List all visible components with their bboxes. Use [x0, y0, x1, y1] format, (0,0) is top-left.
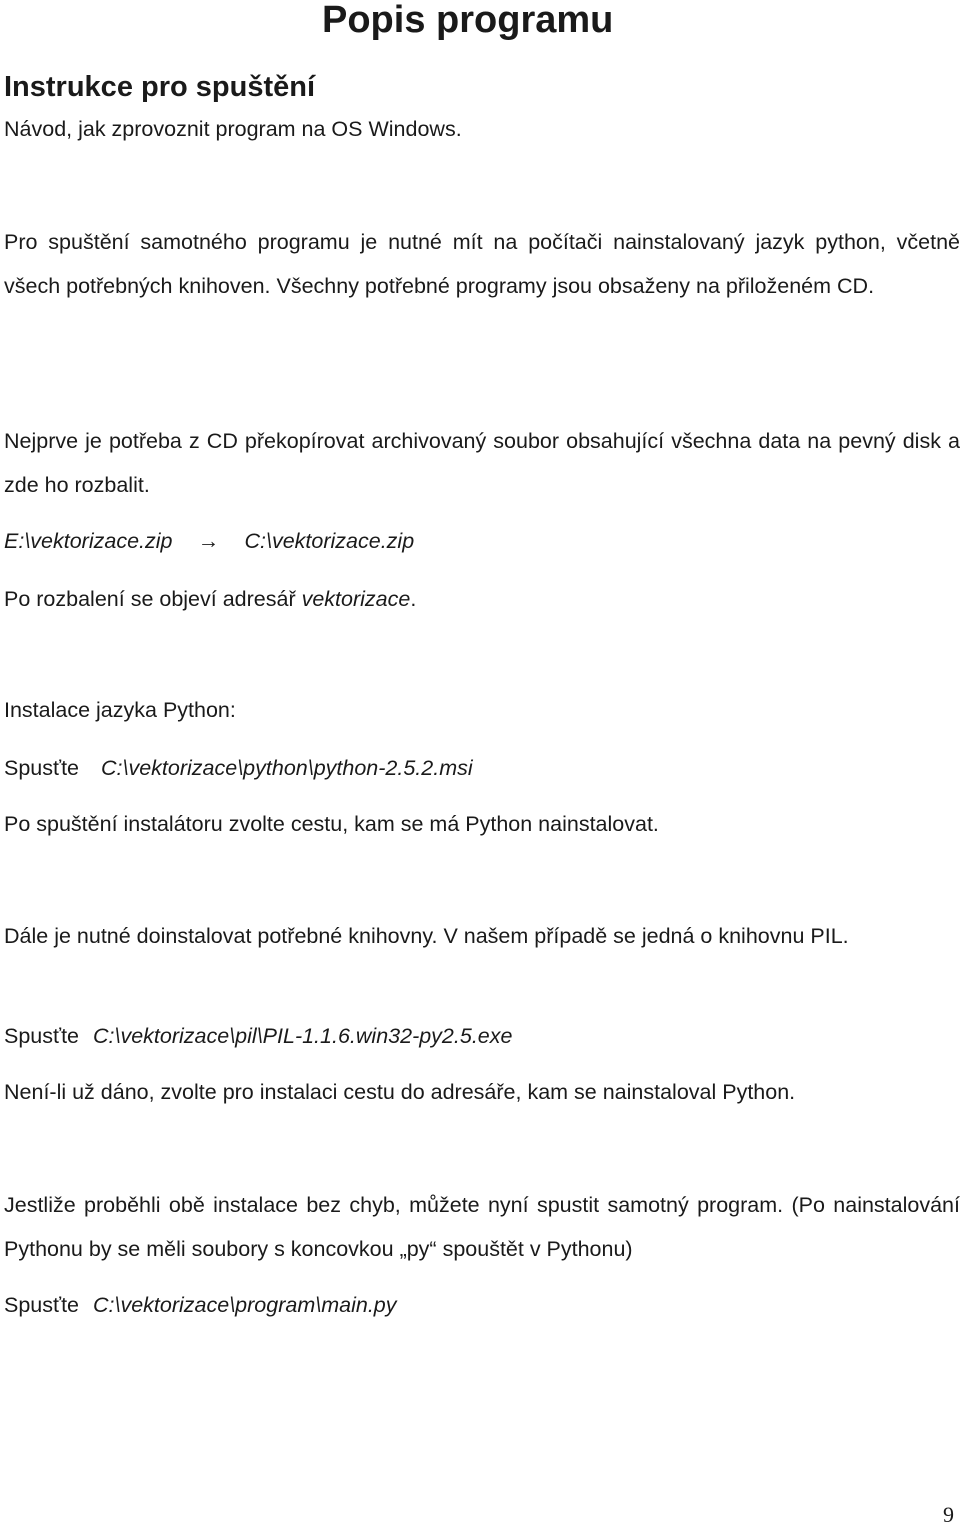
run-label: Spusťte [4, 756, 79, 780]
python-run-command [4, 746, 473, 790]
page-number: 9 [943, 1502, 954, 1527]
run-label: Spusťte [4, 1293, 79, 1317]
pil-install-note: Není-li už dáno, zvolte pro instalaci cestu do adresáře, kam se nainstaloval Python. [4, 1080, 796, 1104]
paragraph-copy-archive: Nejprve je potřeba z CD překopírovat archivovaný soubor obsahující všechna data na pevný disk a zde ho rozbalit. [4, 429, 960, 497]
arrow-right-icon: → [197, 529, 220, 553]
paragraph-requirements: Pro spuštění samotného programu je nutné mít na počítači nainstalovaný jazyk python, včetně všech potřebných knihoven. Všechny potřebné programy jsou obsaženy na přiloženém CD. [4, 230, 960, 298]
page-title: Popis programu [322, 0, 614, 41]
copy-command [4, 519, 414, 563]
unzip-directory-name: vektorizace [301, 587, 411, 611]
python-install-note: Po spuštění instalátoru zvolte cestu, kam se má Python nainstalovat. [4, 812, 659, 836]
intro-text: Návod, jak zprovoznit program na OS Windows. [4, 117, 462, 141]
python-installer-path: C:\vektorizace\python\python-2.5.2.msi [101, 756, 473, 780]
main-script-path: C:\vektorizace\program\main.py [93, 1293, 397, 1317]
paragraph-run-program: Jestliže proběhli obě instalace bez chyb, můžete nyní spustit samotný program. (Po nainstalování Pythonu by se měli soubory s koncovkou „py“ spouštět v Pythonu) [4, 1193, 960, 1261]
copy-target-path: C:\vektorizace.zip [244, 529, 415, 553]
copy-source-path: E:\vektorizace.zip [4, 529, 173, 553]
pil-installer-path: C:\vektorizace\pil\PIL-1.1.6.win32-py2.5.exe [93, 1024, 513, 1048]
section-heading: Instrukce pro spuštění [4, 71, 316, 103]
python-install-heading: Instalace jazyka Python: [4, 698, 236, 722]
main-run-command [4, 1283, 397, 1327]
paragraph-libraries: Dále je nutné doinstalovat potřebné knihovny. V našem případě se jedná o knihovnu PIL. [4, 924, 849, 948]
unzip-note [4, 577, 416, 621]
run-label: Spusťte [4, 1024, 79, 1048]
unzip-note-suffix: . [410, 587, 417, 611]
unzip-note-prefix: Po rozbalení se objeví adresář [4, 587, 302, 611]
pil-run-command [4, 1014, 512, 1058]
